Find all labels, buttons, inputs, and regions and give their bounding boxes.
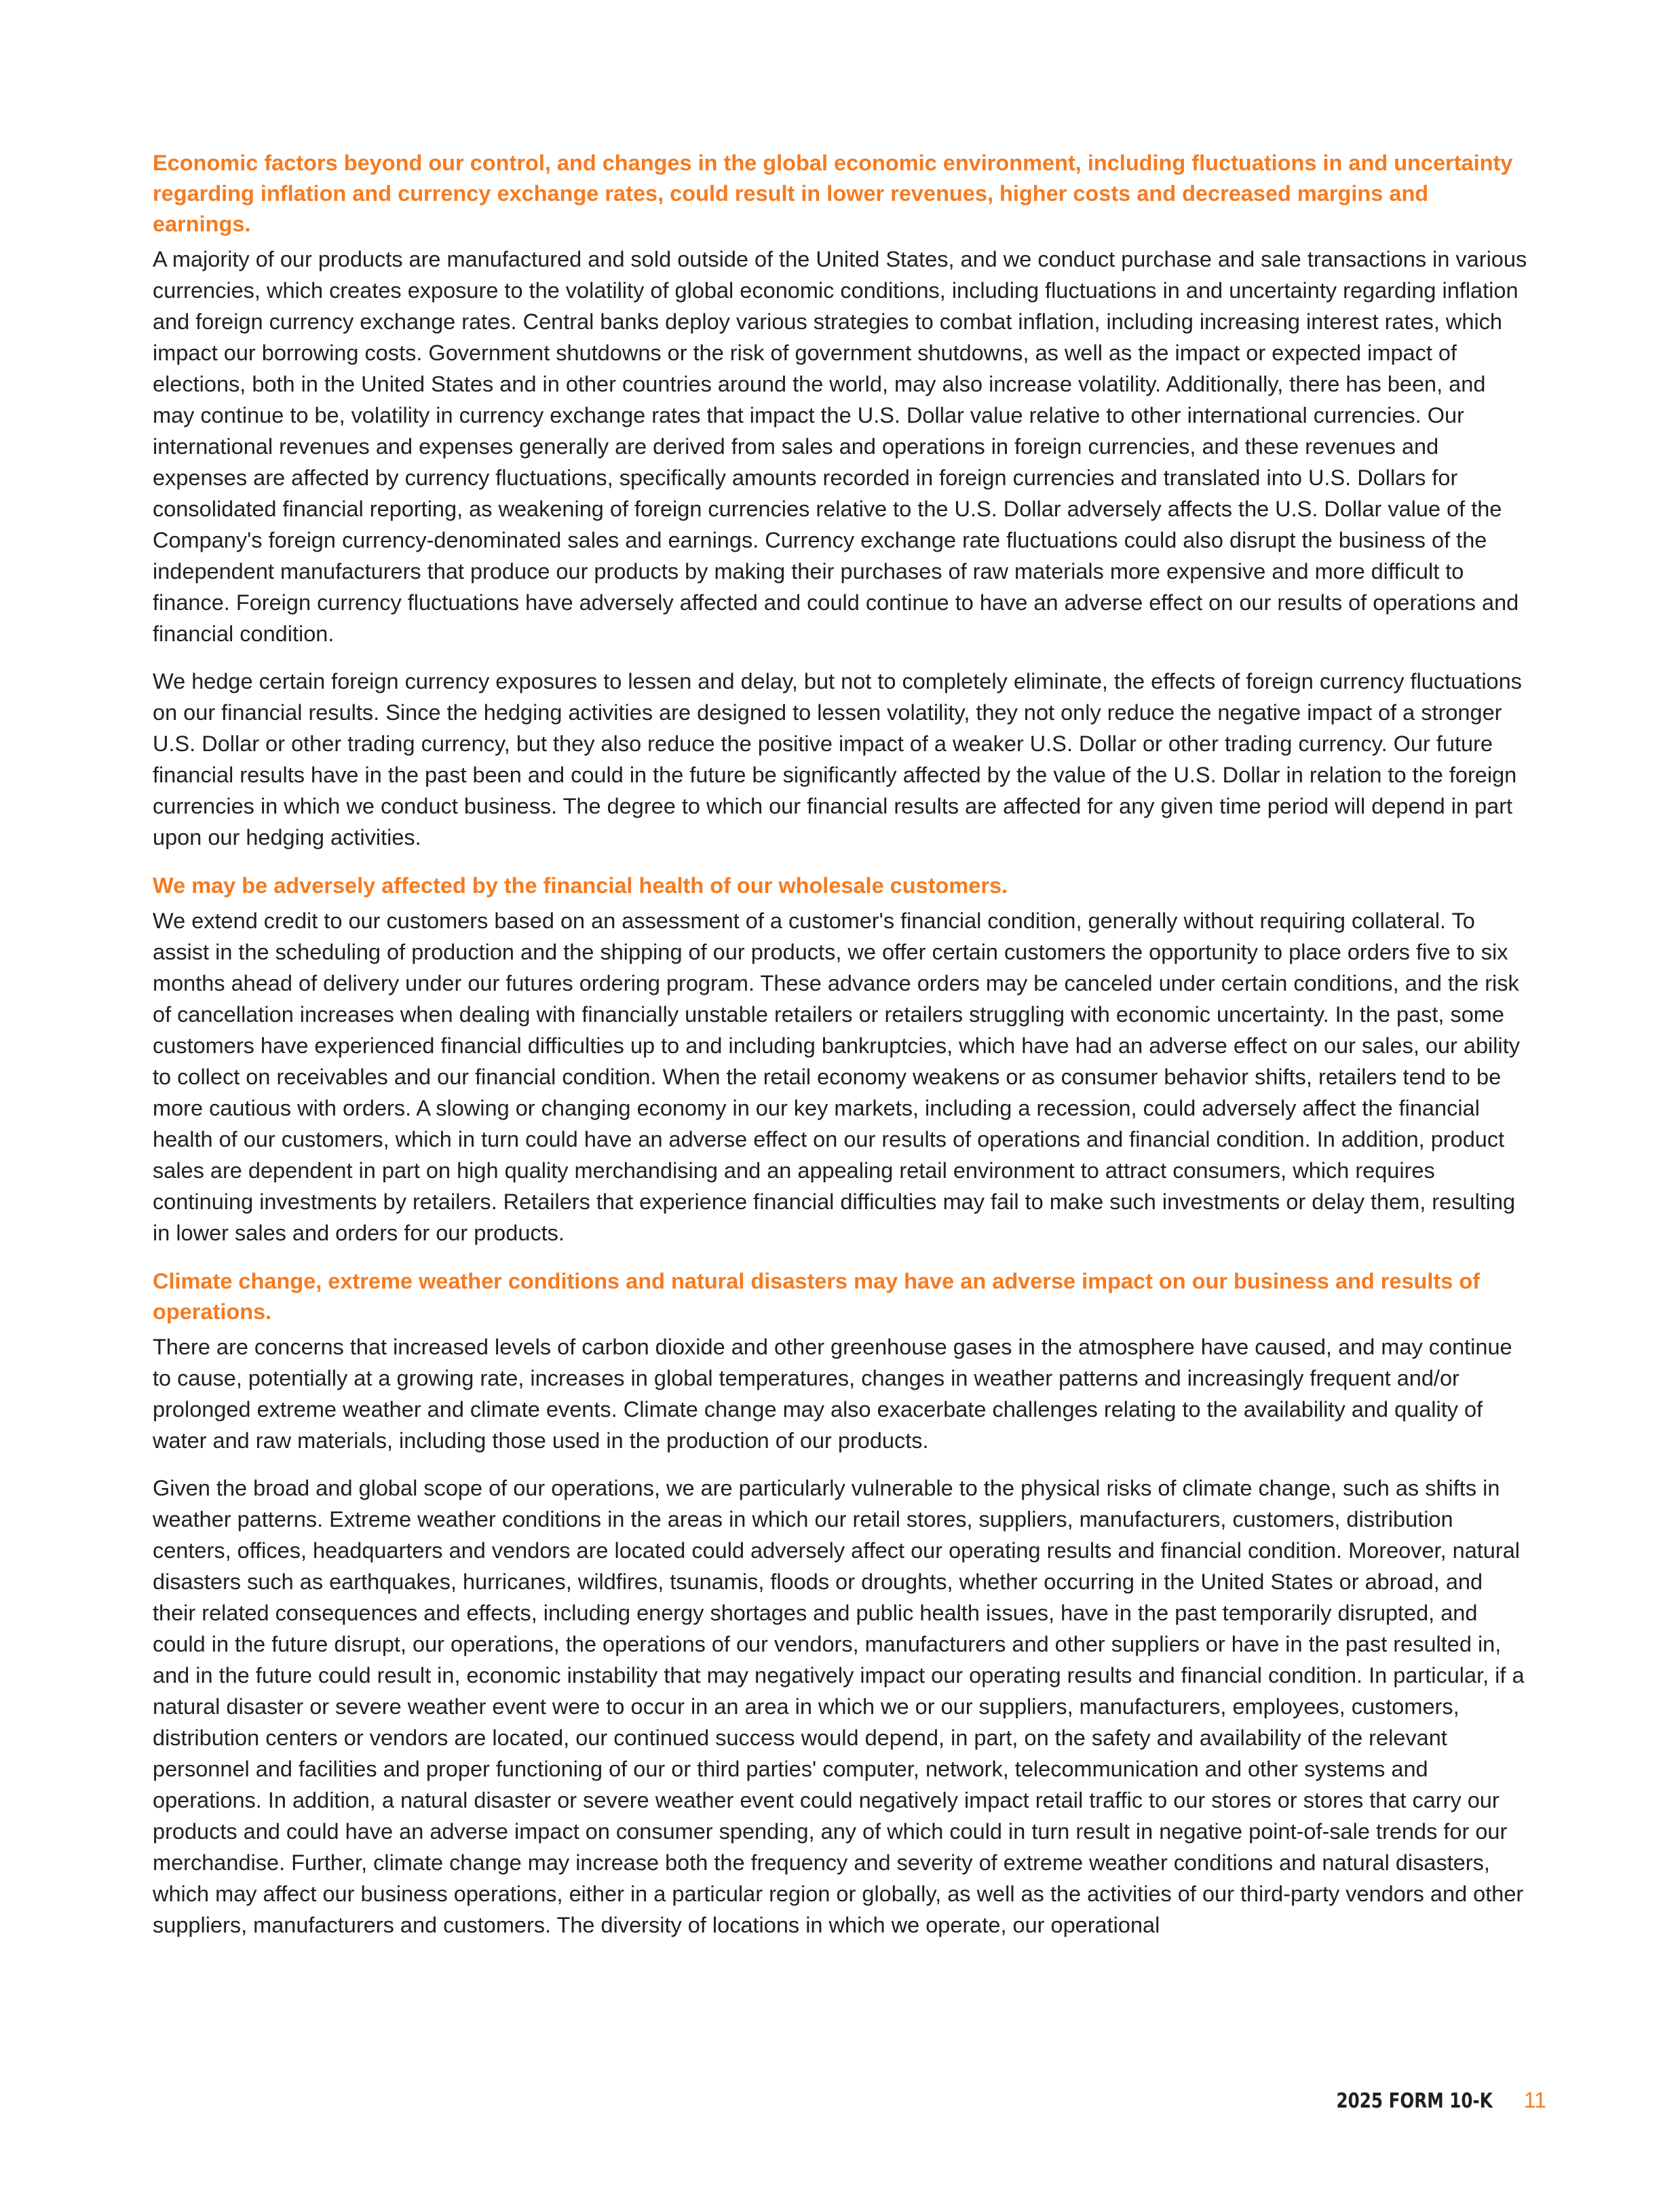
section-economic-factors (153, 148, 1530, 853)
paragraph: There are concerns that increased levels of carbon dioxide and other greenhouse gases in the atmosphere have caused, and may continue to cause, potentially at a growing rate, increases in global temperatures, changes in weather patterns and increasingly frequent and/or prolonged extreme weather and climate events. Climate change may also exacerbate challenges relating to the availability and quality of water and raw materials, including those used in the production of our products. (153, 1335, 1512, 1453)
page-number: 11 (1523, 2088, 1546, 2112)
document-body (153, 148, 1530, 1941)
paragraph: Given the broad and global scope of our operations, we are particularly vulnerable to the physical risks of climate change, such as shifts in weather patterns. Extreme weather conditions in the areas in which our retail stores, suppliers, manufacturers, customers, distribution centers, offices, headquarters and vendors are located could adversely affect our operating results and financial condition. Moreover, natural disasters such as earthquakes, hurricanes, wildfires, tsunamis, floods or droughts, whether occurring in the United States or abroad, and their related consequences and effects, including energy shortages and public health issues, have in the past temporarily disrupted, and could in the future disrupt, our operations, the operations of our vendors, manufacturers and other suppliers or have in the past resulted in, and in the future could result in, economic instability that may negatively impact our operating results and financial condition. In particular, if a natural disaster or severe weather event were to occur in an area in which we or our suppliers, manufacturers, employees, customers, distribution centers or vendors are located, our continued success would depend, in part, on the safety and availability of the relevant personnel and facilities and proper functioning of our or third parties' computer, network, telecommunication and other systems and operations. In addition, a natural disaster or severe weather event could negatively impact retail traffic to our stores or stores that carry our products and could have an adverse impact on consumer spending, any of which could in turn result in negative point-of-sale trends for our merchandise. Further, climate change may increase both the frequency and severity of extreme weather conditions and natural disasters, which may affect our business operations, either in a particular region or globally, as well as the activities of our third-party vendors and other suppliers, manufacturers and customers. The diversity of locations in which we operate, our operational (153, 1476, 1525, 1937)
paragraph: A majority of our products are manufactured and sold outside of the United States, and we conduct purchase and sale transactions in various currencies, which creates exposure to the volatility of global economic conditions, including fluctuations in and uncertainty regarding inflation and foreign currency exchange rates. Central banks deploy various strategies to combat inflation, including increasing interest rates, which impact our borrowing costs. Government shutdowns or the risk of government shutdowns, as well as the impact or expected impact of elections, both in the United States and in other countries around the world, may also increase volatility. Additionally, there has been, and may continue to be, volatility in currency exchange rates that impact the U.S. Dollar value relative to other international currencies. Our international revenues and expenses generally are derived from sales and operations in foreign currencies, and these revenues and expenses are affected by currency fluctuations, specifically amounts recorded in foreign currencies and translated into U.S. Dollars for consolidated financial reporting, as weakening of foreign currencies relative to the U.S. Dollar adversely affects the U.S. Dollar value of the Company's foreign currency-denominated sales and earnings. Currency exchange rate fluctuations could also disrupt the business of the independent manufacturers that produce our products by making their purchases of raw materials more expensive and more difficult to finance. Foreign currency fluctuations have adversely affected and could continue to have an adverse effect on our results of operations and financial condition. (153, 247, 1527, 646)
page-footer (1302, 2088, 1546, 2113)
section-heading: Economic factors beyond our control, and changes in the global economic environment, including fluctuations in and uncertainty regarding inflation and currency exchange rates, could result in lower revenues, higher costs and decreased margins and earnings. (153, 151, 1513, 236)
section-heading: We may be adversely affected by the financial health of our wholesale customers. (153, 873, 1008, 898)
paragraph: We hedge certain foreign currency exposures to lessen and delay, but not to completely eliminate, the effects of foreign currency fluctuations on our financial results. Since the hedging activities are designed to lessen volatility, they not only reduce the negative impact of a stronger U.S. Dollar or other trading currency, but they also reduce the positive impact of a weaker U.S. Dollar or other trading currency. Our future financial results have in the past been and could in the future be significantly affected by the value of the U.S. Dollar in relation to the foreign currencies in which we conduct business. The degree to which our financial results are affected for any given time period will depend in part upon our hedging activities. (153, 669, 1522, 850)
section-wholesale-customers (153, 871, 1530, 1249)
section-climate-change (153, 1266, 1530, 1941)
paragraph: We extend credit to our customers based on an assessment of a customer's financial condition, generally without requiring collateral. To assist in the scheduling of production and the shipping of our products, we offer certain customers the opportunity to place orders five to six months ahead of delivery under our futures ordering program. These advance orders may be canceled under certain conditions, and the risk of cancellation increases when dealing with financially unstable retailers or retailers struggling with economic uncertainty. In the past, some customers have experienced financial difficulties up to and including bankruptcies, which have had an adverse effect on our sales, our ability to collect on receivables and our financial condition. When the retail economy weakens or as consumer behavior shifts, retailers tend to be more cautious with orders. A slowing or changing economy in our key markets, including a recession, could adversely affect the financial health of our customers, which in turn could have an adverse effect on our results of operations and financial condition. In addition, product sales are dependent in part on high quality merchandising and an appealing retail environment to attract consumers, which requires continuing investments by retailers. Retailers that experience financial difficulties may fail to make such investments or delay them, resulting in lower sales and orders for our products. (153, 909, 1520, 1245)
section-heading: Climate change, extreme weather conditions and natural disasters may have an adverse impact on our business and results of operations. (153, 1269, 1481, 1324)
form-label: 2025 FORM 10-K (1336, 2089, 1493, 2113)
